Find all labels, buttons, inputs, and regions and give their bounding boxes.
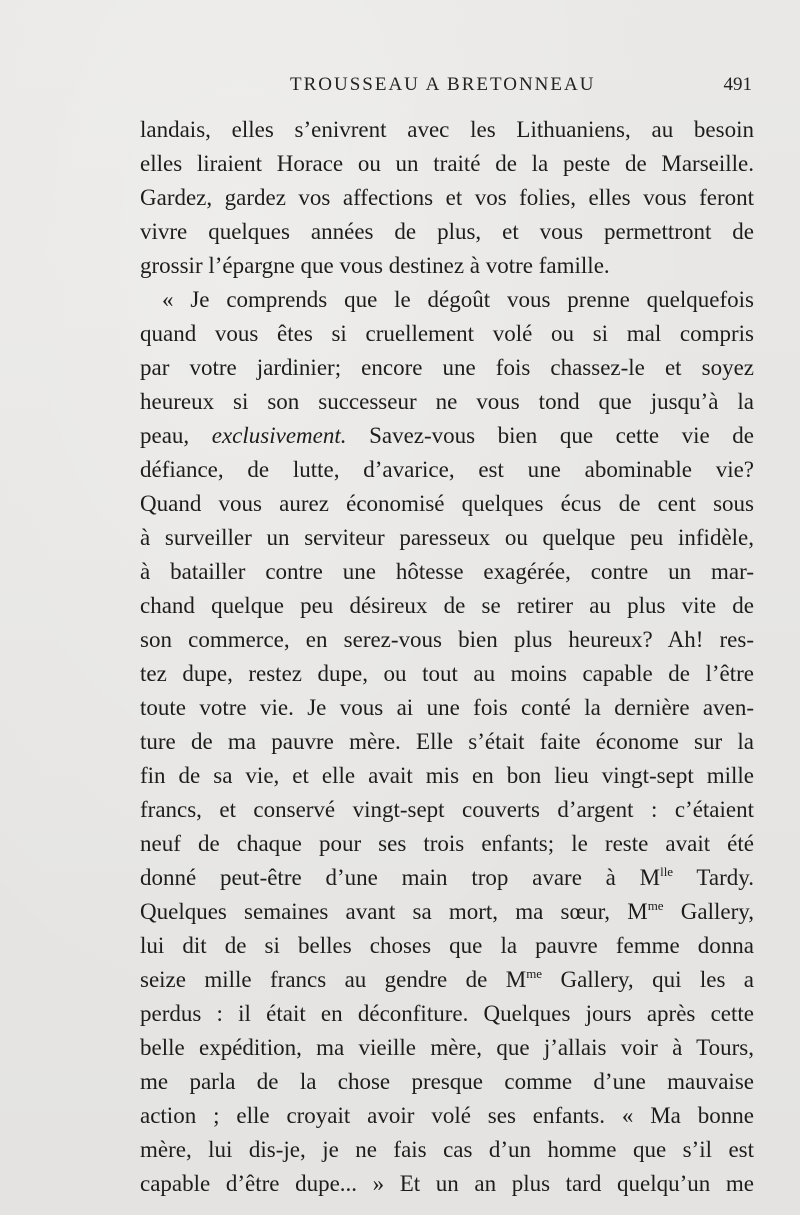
text-line: par votre jardinier; encore une fois chassez-le et soyez	[140, 355, 754, 380]
text-line	[140, 861, 754, 895]
text-line: Quand vous aurez économisé quelques écus de cent sous	[140, 491, 754, 516]
page-header	[140, 72, 752, 102]
text-line: vivre quelques années de plus, et vous permettront de	[140, 219, 754, 244]
text-line: lui dit de si belles choses que la pauvre femme donna	[140, 933, 754, 958]
text-span: Gallery,	[663, 899, 754, 924]
text-line	[140, 895, 754, 929]
text-line: perdus : il était en déconfiture. Quelques jours après cette	[140, 1001, 754, 1026]
superscript: lle	[660, 864, 674, 879]
text-line: action ; elle croyait avoir volé ses enfants. « Ma bonne	[140, 1103, 754, 1128]
text-line: à surveiller un serviteur paresseux ou quelque peu infidèle,	[140, 525, 754, 550]
text-line: francs, et conservé vingt-sept couverts d’argent : c’étaient	[140, 797, 754, 822]
text-line: grossir l’épargne que vous destinez à votre famille.	[140, 253, 610, 278]
text-line: mère, lui dis-je, je ne fais cas d’un homme que s’il est	[140, 1137, 754, 1162]
italic-word: exclusivement.	[211, 423, 347, 448]
text-line: heureux si son successeur ne vous tond que jusqu’à la	[140, 389, 754, 414]
text-line: défiance, de lutte, d’avarice, est une abominable vie?	[140, 457, 754, 482]
text-line: neuf de chaque pour ses trois enfants; le reste avait été	[140, 831, 754, 856]
text-line: fin de sa vie, et elle avait mis en bon lieu vingt-sept mille	[140, 763, 754, 788]
superscript: me	[526, 966, 543, 981]
text-span: Gallery, qui les a	[542, 967, 754, 992]
text-line: Gardez, gardez vos affections et vos folies, elles vous feront	[140, 185, 754, 210]
text-line: chand quelque peu désireux de se retirer au plus vite de	[140, 593, 754, 618]
text-span: Savez-vous bien que cette vie de	[369, 423, 754, 448]
superscript: me	[647, 898, 664, 913]
text-line: me parla de la chose presque comme d’une mauvaise	[140, 1069, 754, 1094]
text-line: tez dupe, restez dupe, ou tout au moins capable de l’être	[140, 661, 754, 686]
text-line: « Je comprends que le dégoût vous prenne quelquefois	[162, 287, 754, 312]
text-span: Tardy.	[673, 865, 754, 890]
text-line	[140, 963, 754, 997]
text-span: seize mille francs au gendre de M	[140, 967, 527, 992]
page-number: 491	[723, 74, 752, 95]
text-span: donné peut-être d’une main trop avare à M	[140, 865, 661, 890]
running-head: TROUSSEAU A BRETONNEAU	[290, 74, 596, 95]
text-line: quand vous êtes si cruellement volé ou si mal compris	[140, 321, 754, 346]
text-line: ture de ma pauvre mère. Elle s’était faite économe sur la	[140, 729, 754, 754]
text-line	[140, 419, 754, 453]
text-line: elles liraient Horace ou un traité de la peste de Marseille.	[140, 151, 754, 176]
text-span: peau,	[140, 423, 190, 448]
text-line: son commerce, en serez-vous bien plus heureux? Ah! res-	[140, 627, 754, 652]
text-line: toute votre vie. Je vous ai une fois conté la dernière aven-	[140, 695, 754, 720]
text-line: landais, elles s’enivrent avec les Lithuaniens, au besoin	[140, 117, 754, 142]
text-line: à batailler contre une hôtesse exagérée, contre un mar-	[140, 559, 754, 584]
body-text	[140, 113, 754, 1201]
text-line: belle expédition, ma vieille mère, que j’allais voir à Tours,	[140, 1035, 754, 1060]
text-line: capable d’être dupe... » Et un an plus tard quelqu’un me	[140, 1171, 754, 1196]
text-span: Quelques semaines avant sa mort, ma sœur, M	[140, 899, 648, 924]
